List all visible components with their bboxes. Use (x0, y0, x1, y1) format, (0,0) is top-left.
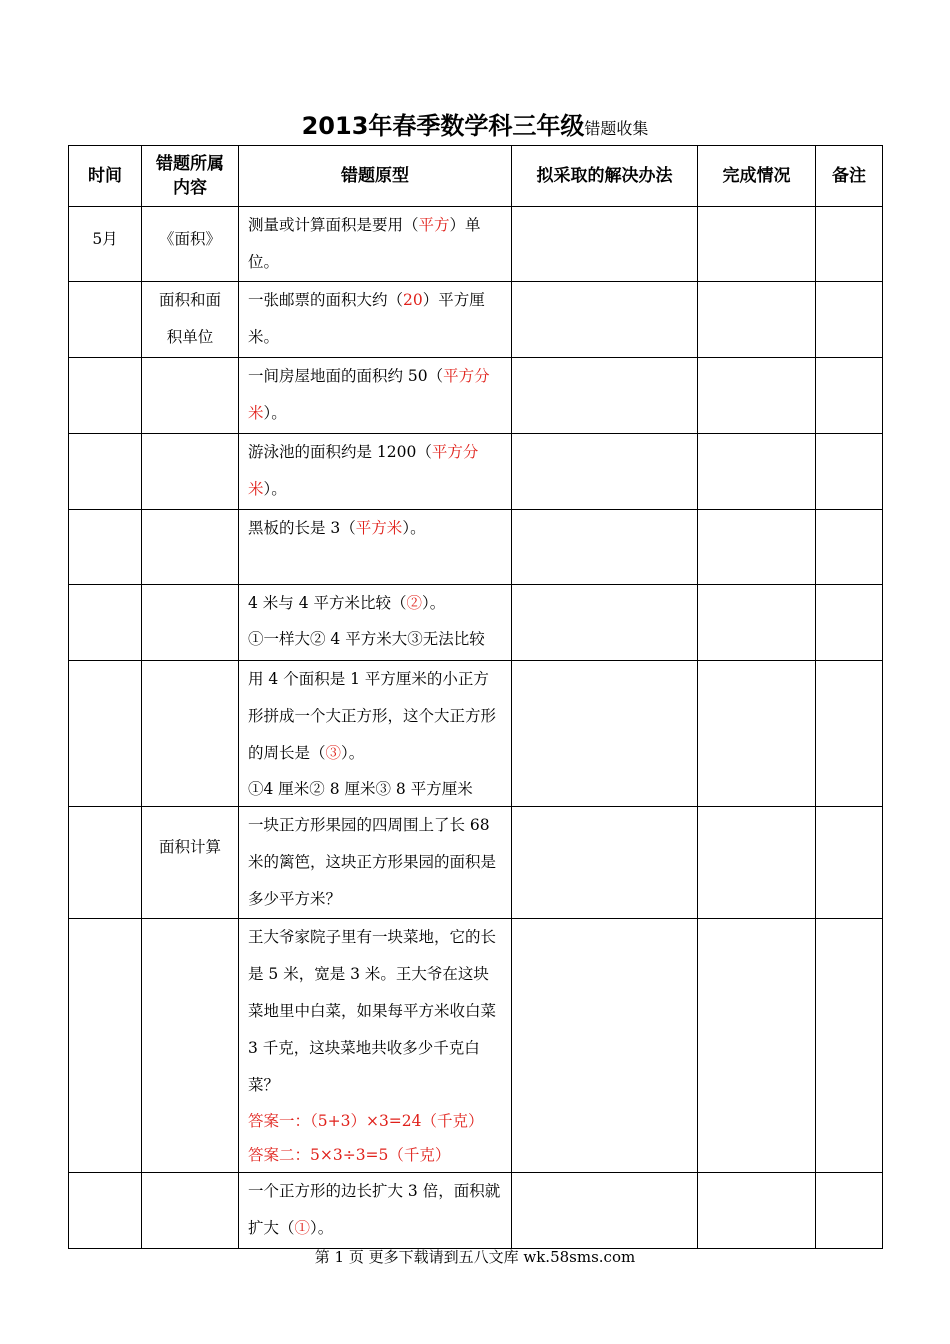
question-text (248, 661, 503, 772)
cell-topic (142, 510, 239, 585)
cell-status (698, 585, 816, 661)
cell-solution (512, 358, 698, 434)
cell-remarks (816, 585, 883, 661)
cell-solution (512, 510, 698, 585)
cell-solution (512, 207, 698, 282)
question-text (248, 1173, 503, 1247)
answer-fill: 平方米 (355, 519, 403, 537)
header-topic: 错题所属内容 (142, 146, 239, 207)
table-row (69, 585, 883, 661)
question-segment: 一块正方形果园的四周围上了长 68 米的篱笆，这块正方形果园的面积是多少平方米？ (248, 816, 497, 908)
question-segment: ）平方厘米。 (248, 291, 485, 346)
header-question: 错题原型 (239, 146, 512, 207)
cell-remarks (816, 919, 883, 1173)
cell-status (698, 207, 816, 282)
table-row (69, 807, 883, 919)
cell-solution (512, 919, 698, 1173)
cell-time (69, 358, 142, 434)
cell-time (69, 434, 142, 510)
cell-topic: 《面积》 (142, 207, 239, 282)
header-remarks: 备注 (816, 146, 883, 207)
table-row (69, 282, 883, 358)
answer-fill: ② (406, 594, 423, 612)
cell-topic (142, 585, 239, 661)
cell-status (698, 434, 816, 510)
cell-remarks (816, 807, 883, 919)
title-sub: 错题收集 (584, 119, 649, 138)
cell-time: 5月 (69, 207, 142, 282)
cell-remarks (816, 1173, 883, 1249)
header-solution: 拟采取的解决办法 (512, 146, 698, 207)
question-segment: ）。 (263, 404, 287, 422)
answer-line: 答案二：5×3÷3=5（千克） (248, 1146, 451, 1164)
question-segment: 4 米与 4 平方米比较（ (248, 594, 407, 612)
cell-remarks (816, 207, 883, 282)
error-collection-table (68, 145, 883, 1249)
question-segment: 用 4 个面积是 1 平方厘米的小正方形拼成一个大正方形，这个大正方形的周长是（ (248, 670, 497, 762)
cell-solution (512, 585, 698, 661)
cell-topic: 面积计算 (142, 807, 239, 919)
question-text (248, 510, 503, 547)
header-status: 完成情况 (698, 146, 816, 207)
cell-status (698, 282, 816, 358)
cell-status (698, 919, 816, 1173)
cell-question (239, 1173, 512, 1249)
table-row (69, 510, 883, 585)
cell-question (239, 207, 512, 282)
cell-time (69, 919, 142, 1173)
question-segment: 一张邮票的面积大约（ (248, 291, 404, 309)
cell-topic (142, 434, 239, 510)
page-footer: 第 1 页 更多下载请到五八文库 wk.58sms.com (314, 1248, 636, 1266)
answer-fill: 平方分米 (248, 367, 490, 422)
question-options: ①4 厘米② 8 厘米③ 8 平方厘米 (248, 780, 473, 798)
cell-time (69, 282, 142, 358)
cell-remarks (816, 434, 883, 510)
answer-fill: 20 (403, 291, 423, 309)
cell-remarks (816, 510, 883, 585)
cell-topic (142, 661, 239, 807)
header-time: 时间 (69, 146, 142, 207)
cell-remarks (816, 358, 883, 434)
table-row (69, 207, 883, 282)
table-row (69, 661, 883, 807)
cell-solution (512, 282, 698, 358)
cell-question (239, 661, 512, 807)
cell-time (69, 510, 142, 585)
cell-solution (512, 434, 698, 510)
cell-status (698, 510, 816, 585)
cell-time (69, 1173, 142, 1249)
question-text (248, 207, 503, 281)
question-segment: ）。 (263, 480, 287, 498)
answer-fill: ③ (325, 744, 342, 762)
cell-time (69, 585, 142, 661)
document-title (0, 106, 950, 141)
question-segment: ）单位。 (248, 216, 481, 271)
cell-question (239, 807, 512, 919)
cell-status (698, 1173, 816, 1249)
question-segment: ）。 (310, 1219, 334, 1237)
question-text (248, 919, 503, 1104)
cell-status (698, 358, 816, 434)
question-segment: ）。 (422, 594, 446, 612)
cell-solution (512, 1173, 698, 1249)
cell-topic (142, 358, 239, 434)
title-main: 2013年春季数学科三年级 (301, 112, 585, 140)
cell-remarks (816, 661, 883, 807)
question-segment: 测量或计算面积是要用（ (248, 216, 419, 234)
answer-fill: ① (294, 1219, 311, 1237)
cell-question (239, 358, 512, 434)
table-row (69, 1173, 883, 1249)
table-header-row (69, 146, 883, 207)
answer-line: 答案一：（5+3）×3=24（千克） (248, 1112, 484, 1130)
cell-time (69, 661, 142, 807)
cell-topic: 面积和面积单位 (142, 282, 239, 358)
cell-question (239, 919, 512, 1173)
question-segment: 一间房屋地面的面积约 50（ (248, 367, 444, 385)
question-segment: 游泳池的面积约是 1200（ (248, 443, 432, 461)
question-segment: 一个正方形的边长扩大 3 倍，面积就扩大（ (248, 1182, 501, 1237)
cell-topic (142, 1173, 239, 1249)
question-text (248, 807, 503, 918)
cell-question (239, 585, 512, 661)
question-text (248, 585, 503, 622)
table-row (69, 434, 883, 510)
cell-solution (512, 661, 698, 807)
cell-remarks (816, 282, 883, 358)
question-text (248, 434, 503, 508)
question-text (248, 282, 503, 356)
question-segment: 黑板的长是 3（ (248, 519, 356, 537)
question-segment: 王大爷家院子里有一块菜地，它的长是 5 米，宽是 3 米。王大爷在这块菜地里中白菜，如果每平方米收白菜 3 千克，这块菜地共收多少千克白菜？ (248, 928, 497, 1094)
cell-solution (512, 807, 698, 919)
question-text (248, 358, 503, 432)
table-row (69, 919, 883, 1173)
table-row (69, 358, 883, 434)
answer-fill: 平方 (418, 216, 450, 234)
cell-status (698, 661, 816, 807)
answer-fill: 平方分米 (248, 443, 479, 498)
cell-question (239, 434, 512, 510)
cell-topic (142, 919, 239, 1173)
cell-question (239, 282, 512, 358)
cell-question (239, 510, 512, 585)
cell-time (69, 807, 142, 919)
question-segment: ）。 (402, 519, 426, 537)
cell-status (698, 807, 816, 919)
question-options: ①一样大② 4 平方米大③无法比较 (248, 630, 485, 648)
question-segment: ）。 (341, 744, 365, 762)
